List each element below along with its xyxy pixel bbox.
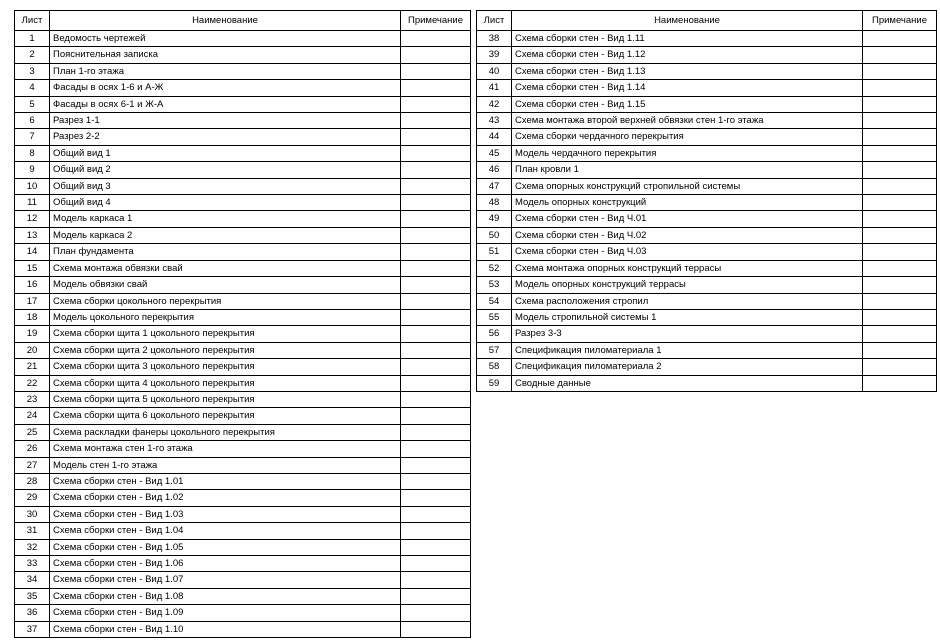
sheet-note-cell (401, 408, 471, 424)
table-row (15, 195, 471, 211)
sheet-name-cell: Схема сборки стен - Вид 1.03 (50, 506, 401, 522)
table-row (477, 47, 937, 63)
header-note: Примечание (401, 11, 471, 31)
sheet-note-cell (401, 113, 471, 129)
sheet-note-cell (863, 63, 937, 79)
sheet-note-cell (863, 195, 937, 211)
sheet-number-cell: 44 (477, 129, 512, 145)
sheet-note-cell (863, 31, 937, 47)
sheet-name-cell: Общий вид 3 (50, 178, 401, 194)
sheet-note-cell (401, 293, 471, 309)
sheet-note-cell (401, 309, 471, 325)
sheet-name-cell: Схема монтажа обвязки свай (50, 260, 401, 276)
sheet-number-cell: 24 (15, 408, 50, 424)
sheet-number-cell: 23 (15, 391, 50, 407)
sheet-note-cell (401, 621, 471, 637)
sheet-note-cell (401, 211, 471, 227)
sheet-note-cell (863, 96, 937, 112)
sheet-name-cell: Схема сборки стен - Вид 1.13 (512, 63, 863, 79)
table-row (15, 145, 471, 161)
table-row (477, 178, 937, 194)
sheet-note-cell (401, 145, 471, 161)
sheet-name-cell: Модель стропильной системы 1 (512, 309, 863, 325)
table-row (15, 63, 471, 79)
sheet-name-cell: Модель цокольного перекрытия (50, 309, 401, 325)
sheet-name-cell: Схема сборки щита 6 цокольного перекрытия (50, 408, 401, 424)
sheet-name-cell: Схема монтажа стен 1-го этажа (50, 441, 401, 457)
sheet-name-cell: Схема сборки стен - Вид Ч.03 (512, 244, 863, 260)
sheet-note-cell (401, 375, 471, 391)
table-row (477, 277, 937, 293)
sheet-name-cell: Схема сборки стен - Вид 1.04 (50, 523, 401, 539)
sheet-note-cell (401, 523, 471, 539)
sheet-name-cell: Спецификация пиломатериала 2 (512, 359, 863, 375)
sheet-note-cell (401, 539, 471, 555)
sheet-number-cell: 2 (15, 47, 50, 63)
sheet-name-cell: Модель каркаса 1 (50, 211, 401, 227)
sheet-number-cell: 39 (477, 47, 512, 63)
table-row (477, 326, 937, 342)
sheet-number-cell: 41 (477, 80, 512, 96)
sheet-number-cell: 15 (15, 260, 50, 276)
sheet-number-cell: 25 (15, 424, 50, 440)
sheet-name-cell: Общий вид 4 (50, 195, 401, 211)
header-sheet: Лист (477, 11, 512, 31)
sheet-note-cell (401, 31, 471, 47)
sheet-name-cell: Схема сборки стен - Вид 1.15 (512, 96, 863, 112)
sheet-name-cell: Схема сборки стен - Вид 1.05 (50, 539, 401, 555)
sheet-note-cell (863, 227, 937, 243)
table-row (477, 80, 937, 96)
table-row (477, 63, 937, 79)
table-row (15, 162, 471, 178)
sheet-number-cell: 28 (15, 473, 50, 489)
table-row (15, 211, 471, 227)
table-row (15, 309, 471, 325)
table-row (15, 473, 471, 489)
sheet-number-cell: 53 (477, 277, 512, 293)
table-row (15, 277, 471, 293)
sheet-number-cell: 37 (15, 621, 50, 637)
table-header-row (477, 11, 937, 31)
table-row (15, 113, 471, 129)
table-row (15, 326, 471, 342)
sheet-note-cell (401, 260, 471, 276)
sheet-note-cell (863, 326, 937, 342)
sheet-number-cell: 38 (477, 31, 512, 47)
sheet-number-cell: 50 (477, 227, 512, 243)
sheet-note-cell (401, 244, 471, 260)
sheet-note-cell (401, 441, 471, 457)
sheet-note-cell (401, 47, 471, 63)
header-name: Наименование (50, 11, 401, 31)
sheet-note-cell (863, 260, 937, 276)
sheet-number-cell: 29 (15, 490, 50, 506)
sheet-number-cell: 13 (15, 227, 50, 243)
sheet-name-cell: Схема сборки стен - Вид 1.09 (50, 605, 401, 621)
drawing-list-table-left (14, 10, 471, 638)
sheet-name-cell: Модель обвязки свай (50, 277, 401, 293)
sheet-number-cell: 10 (15, 178, 50, 194)
sheet-number-cell: 31 (15, 523, 50, 539)
sheet-note-cell (863, 359, 937, 375)
sheet-note-cell (863, 178, 937, 194)
sheet-number-cell: 22 (15, 375, 50, 391)
sheet-note-cell (401, 424, 471, 440)
table-row (15, 424, 471, 440)
sheet-name-cell: Общий вид 1 (50, 145, 401, 161)
table-row (15, 506, 471, 522)
sheet-note-cell (401, 359, 471, 375)
sheet-note-cell (401, 556, 471, 572)
sheet-number-cell: 8 (15, 145, 50, 161)
table-row (477, 113, 937, 129)
sheet-name-cell: Схема сборки стен - Вид Ч.01 (512, 211, 863, 227)
sheet-number-cell: 26 (15, 441, 50, 457)
sheet-number-cell: 49 (477, 211, 512, 227)
sheet-number-cell: 34 (15, 572, 50, 588)
table-row (15, 621, 471, 637)
sheet-number-cell: 47 (477, 178, 512, 194)
sheet-note-cell (863, 375, 937, 391)
sheet-number-cell: 46 (477, 162, 512, 178)
table-row (15, 80, 471, 96)
sheet-name-cell: Схема сборки щита 2 цокольного перекрытия (50, 342, 401, 358)
table-row (15, 342, 471, 358)
sheet-number-cell: 55 (477, 309, 512, 325)
sheet-number-cell: 45 (477, 145, 512, 161)
sheet-note-cell (401, 80, 471, 96)
sheet-note-cell (401, 490, 471, 506)
sheet-note-cell (401, 96, 471, 112)
table-row (477, 211, 937, 227)
sheet-number-cell: 19 (15, 326, 50, 342)
sheet-number-cell: 4 (15, 80, 50, 96)
table-row (15, 47, 471, 63)
sheet-number-cell: 6 (15, 113, 50, 129)
sheet-name-cell: Схема опорных конструкций стропильной системы (512, 178, 863, 194)
sheet-name-cell: План 1-го этажа (50, 63, 401, 79)
sheet-name-cell: Ведомость чертежей (50, 31, 401, 47)
sheet-note-cell (863, 113, 937, 129)
sheet-note-cell (401, 129, 471, 145)
table-row (477, 162, 937, 178)
sheet-name-cell: Схема сборки цокольного перекрытия (50, 293, 401, 309)
table-row (477, 227, 937, 243)
sheet-name-cell: Схема сборки стен - Вид 1.11 (512, 31, 863, 47)
sheet-name-cell: Схема сборки стен - Вид 1.08 (50, 588, 401, 604)
sheet-note-cell (401, 162, 471, 178)
sheet-name-cell: Схема монтажа опорных конструкций террасы (512, 260, 863, 276)
table-row (477, 375, 937, 391)
sheet-name-cell: Модель чердачного перекрытия (512, 145, 863, 161)
sheet-name-cell: Схема раскладки фанеры цокольного перекрытия (50, 424, 401, 440)
sheet-name-cell: Спецификация пиломатериала 1 (512, 342, 863, 358)
sheet-number-cell: 7 (15, 129, 50, 145)
table-row (15, 539, 471, 555)
sheet-name-cell: Схема сборки щита 4 цокольного перекрытия (50, 375, 401, 391)
sheet-number-cell: 17 (15, 293, 50, 309)
sheet-number-cell: 40 (477, 63, 512, 79)
sheet-name-cell: Схема сборки стен - Вид Ч.02 (512, 227, 863, 243)
sheet-name-cell: Общий вид 2 (50, 162, 401, 178)
table-row (15, 457, 471, 473)
sheet-note-cell (401, 572, 471, 588)
table-row (15, 359, 471, 375)
sheet-number-cell: 27 (15, 457, 50, 473)
sheet-number-cell: 58 (477, 359, 512, 375)
sheet-note-cell (863, 244, 937, 260)
sheet-number-cell: 18 (15, 309, 50, 325)
sheet-number-cell: 20 (15, 342, 50, 358)
sheet-note-cell (401, 457, 471, 473)
sheet-note-cell (863, 293, 937, 309)
sheet-number-cell: 42 (477, 96, 512, 112)
table-row (15, 375, 471, 391)
sheet-number-cell: 33 (15, 556, 50, 572)
table-row (477, 244, 937, 260)
table-row (477, 293, 937, 309)
table-row (477, 96, 937, 112)
sheet-note-cell (863, 129, 937, 145)
sheet-name-cell: Разрез 3-3 (512, 326, 863, 342)
table-row (15, 556, 471, 572)
sheet-number-cell: 32 (15, 539, 50, 555)
sheet-note-cell (401, 473, 471, 489)
table-row (477, 31, 937, 47)
table-row (477, 260, 937, 276)
table-row (15, 408, 471, 424)
sheet-number-cell: 21 (15, 359, 50, 375)
sheet-number-cell: 16 (15, 277, 50, 293)
table-row (477, 359, 937, 375)
sheet-number-cell: 12 (15, 211, 50, 227)
sheet-name-cell: Фасады в осях 1-6 и А-Ж (50, 80, 401, 96)
sheet-number-cell: 51 (477, 244, 512, 260)
sheet-number-cell: 11 (15, 195, 50, 211)
sheet-name-cell: Разрез 2-2 (50, 129, 401, 145)
sheet-note-cell (401, 227, 471, 243)
sheet-note-cell (863, 47, 937, 63)
sheet-number-cell: 36 (15, 605, 50, 621)
sheet-name-cell: Схема сборки стен - Вид 1.12 (512, 47, 863, 63)
table-row (15, 523, 471, 539)
table-row (15, 260, 471, 276)
sheet-name-cell: Схема монтажа второй верхней обвязки стен 1-го этажа (512, 113, 863, 129)
table-row (15, 588, 471, 604)
sheet-note-cell (863, 211, 937, 227)
sheet-note-cell (401, 277, 471, 293)
sheet-name-cell: План кровли 1 (512, 162, 863, 178)
sheet-name-cell: Разрез 1-1 (50, 113, 401, 129)
sheet-number-cell: 9 (15, 162, 50, 178)
table-row (15, 227, 471, 243)
sheet-note-cell (401, 195, 471, 211)
table-row (15, 391, 471, 407)
sheet-number-cell: 59 (477, 375, 512, 391)
sheet-number-cell: 54 (477, 293, 512, 309)
header-name: Наименование (512, 11, 863, 31)
sheet-name-cell: Схема сборки щита 5 цокольного перекрытия (50, 391, 401, 407)
sheet-name-cell: План фундамента (50, 244, 401, 260)
table-row (15, 572, 471, 588)
sheet-name-cell: Схема расположения стропил (512, 293, 863, 309)
sheet-name-cell: Схема сборки стен - Вид 1.14 (512, 80, 863, 96)
table-row (15, 293, 471, 309)
sheet-name-cell: Схема сборки щита 1 цокольного перекрытия (50, 326, 401, 342)
sheet-note-cell (401, 391, 471, 407)
sheet-note-cell (401, 605, 471, 621)
table-row (15, 441, 471, 457)
sheet-name-cell: Модель опорных конструкций (512, 195, 863, 211)
sheet-note-cell (401, 63, 471, 79)
sheet-number-cell: 5 (15, 96, 50, 112)
table-row (15, 605, 471, 621)
sheet-name-cell: Модель опорных конструкций террасы (512, 277, 863, 293)
header-sheet: Лист (15, 11, 50, 31)
sheet-name-cell: Схема сборки стен - Вид 1.07 (50, 572, 401, 588)
table-row (15, 178, 471, 194)
header-note: Примечание (863, 11, 937, 31)
sheet-note-cell (863, 145, 937, 161)
sheet-note-cell (401, 178, 471, 194)
sheet-number-cell: 35 (15, 588, 50, 604)
sheet-note-cell (863, 309, 937, 325)
table-row (477, 195, 937, 211)
sheet-note-cell (863, 162, 937, 178)
sheet-name-cell: Сводные данные (512, 375, 863, 391)
sheet-name-cell: Схема сборки щита 3 цокольного перекрытия (50, 359, 401, 375)
sheet-number-cell: 14 (15, 244, 50, 260)
sheet-note-cell (863, 342, 937, 358)
sheet-note-cell (401, 506, 471, 522)
sheet-name-cell: Пояснительная записка (50, 47, 401, 63)
sheet-name-cell: Фасады в осях 6-1 и Ж-А (50, 96, 401, 112)
drawing-list-table-right (476, 10, 937, 392)
sheet-name-cell: Модель стен 1-го этажа (50, 457, 401, 473)
table-row (15, 129, 471, 145)
table-row (15, 490, 471, 506)
sheet-name-cell: Схема сборки чердачного перекрытия (512, 129, 863, 145)
sheet-note-cell (401, 342, 471, 358)
table-row (477, 145, 937, 161)
table-row (15, 96, 471, 112)
sheet-note-cell (863, 277, 937, 293)
sheet-note-cell (863, 80, 937, 96)
sheet-number-cell: 48 (477, 195, 512, 211)
sheet-name-cell: Схема сборки стен - Вид 1.02 (50, 490, 401, 506)
sheet-number-cell: 1 (15, 31, 50, 47)
table-row (477, 309, 937, 325)
table-row (15, 244, 471, 260)
sheet-number-cell: 43 (477, 113, 512, 129)
sheet-number-cell: 3 (15, 63, 50, 79)
sheet-note-cell (401, 326, 471, 342)
table-row (477, 342, 937, 358)
sheet-number-cell: 57 (477, 342, 512, 358)
table-row (477, 129, 937, 145)
sheet-number-cell: 56 (477, 326, 512, 342)
table-row (15, 31, 471, 47)
sheet-name-cell: Модель каркаса 2 (50, 227, 401, 243)
sheet-note-cell (401, 588, 471, 604)
sheet-number-cell: 30 (15, 506, 50, 522)
sheet-number-cell: 52 (477, 260, 512, 276)
sheet-name-cell: Схема сборки стен - Вид 1.10 (50, 621, 401, 637)
sheet-name-cell: Схема сборки стен - Вид 1.06 (50, 556, 401, 572)
table-header-row (15, 11, 471, 31)
sheet-name-cell: Схема сборки стен - Вид 1.01 (50, 473, 401, 489)
